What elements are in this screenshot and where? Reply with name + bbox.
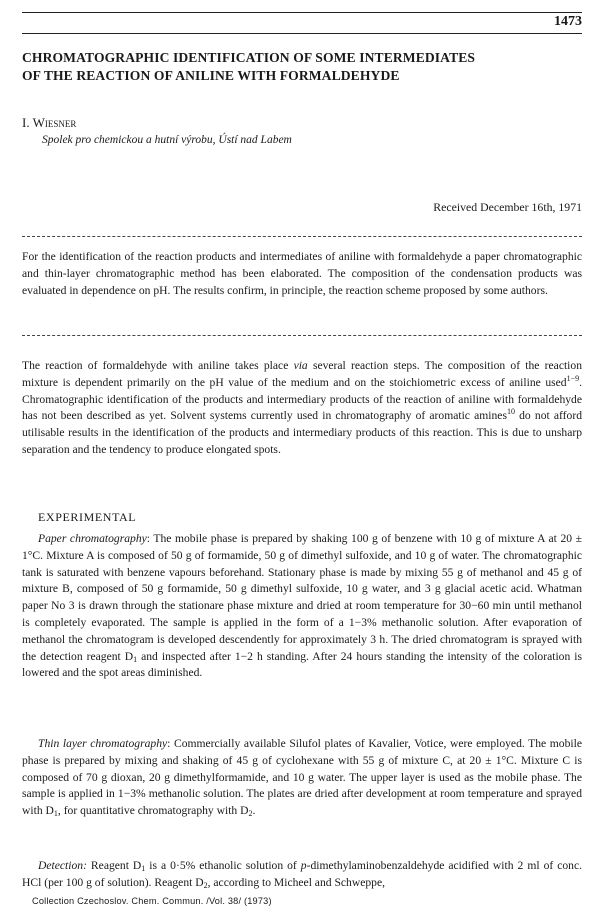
header-rule — [22, 33, 582, 34]
page-number: 1473 — [554, 14, 582, 29]
article-title — [22, 49, 582, 85]
detection-paragraph: Detection: Reagent $D_1$ is a 0·5% ethanolic solution of p-dimethylaminobenzaldehyde acidified with 2 ml of conc. HCl (per 100 g of solution). Reagent $D_2$, according to Micheel and Schweppe, — [22, 859, 583, 890]
received-date: Received December 16th, 1971 — [433, 200, 582, 214]
abstract-bottom-rule — [22, 335, 582, 336]
author-affiliation: Spolek pro chemickou a hutní výrobu, Ústí nad Labem — [42, 134, 292, 146]
thin-layer-chromatography-paragraph: Thin layer chromatography: Commercially available Silufol plates of Kavalier, Votice, were employed. The mobile phase is prepared by mixing and shaking of 45 g of cyclohexane with 55 g of mixture C, at 20 ± 1°C. Mixture C is composed of 70 g dioxan, 20 g dimethylformamide, and 10 g water. The upper layer is used as the mobile phase. The sample is applied in 1−3% methanolic solution. The plates are dried after development at room temperature and sprayed with $D_1$, for quantitative chromatography with $D_2$. — [22, 737, 582, 819]
paper-chromatography-paragraph: Paper chromatography: The mobile phase is prepared by shaking 100 g of benzene with 10 g of mixture A at 20 ± 1°C. Mixture A is composed of 50 g of formamide, 50 g of dimethyl sulfoxide, and 10 g of water. The chromatographic tank is saturated with benzene vapours beforehand. Stationary phase is made by mixing 55 g of methanol and 45 g of mixture B, composed of 50 g formamide, 50 g dimethyl sulfoxide, 10 g water, and 3 g glacial acetic acid. Whatman paper No 3 is drawn through the stationare phase mixture and dried at room temperature for 30−60 min until methanol is completely evaporated. The sample is applied in the form of a 1−3% methanolic solution. After evaporation of methanol the chromatogram is developed descendently for approximately 3 h. The dried chromatogram is sprayed with the detection reagent $D_1$ and inspected after 1−2 h standing. After 24 hours standing the intensity of the coloration is lowered and the spot areas diminished. — [22, 532, 582, 680]
detection-heading: Detection: — [38, 859, 87, 872]
title-line-2: OF THE REACTION OF ANILINE WITH FORMALDEHYDE — [22, 68, 400, 83]
thin-layer-chromatography-heading: Thin layer chromatography — [38, 737, 168, 750]
section-heading-experimental: EXPERIMENTAL — [38, 510, 137, 524]
abstract: For the identification of the reaction products and intermediates of aniline with formaldehyde a paper chromatographic and thin-layer chromatographic method has been elaborated. The composition of the condensation products was evaluated in dependence on pH. The results confirm, in principle, the reaction scheme proposed by some authors. — [22, 250, 582, 297]
introduction-paragraph: The reaction of formaldehyde with aniline takes place via several reaction steps. The composition of the reaction mixture is dependent primarily on the pH value of the medium and on the stoichiometric excess of aniline used$^{1-9}$. Chromatographic identification of the products and intermediary products of the reaction of aniline with formaldehyde has not been described as yet. Solvent systems currently used in chromatography of aromatic amines$^{10}$ do not afford utilisable results in the identification of the products and intermediary products of this reaction. This is due to unsharp separation and the tendency to produce elongated spots. — [22, 359, 582, 456]
abstract-top-rule — [22, 236, 582, 237]
journal-footer: Collection Czechoslov. Chem. Commun. /Vol. 38/ (1973) — [32, 896, 272, 906]
top-rule — [22, 12, 582, 13]
paper-chromatography-heading: Paper chromatography — [38, 532, 147, 545]
author-name: I. Wiesner — [22, 115, 77, 130]
title-line-1: CHROMATOGRAPHIC IDENTIFICATION OF SOME INTERMEDIATES — [22, 50, 476, 65]
